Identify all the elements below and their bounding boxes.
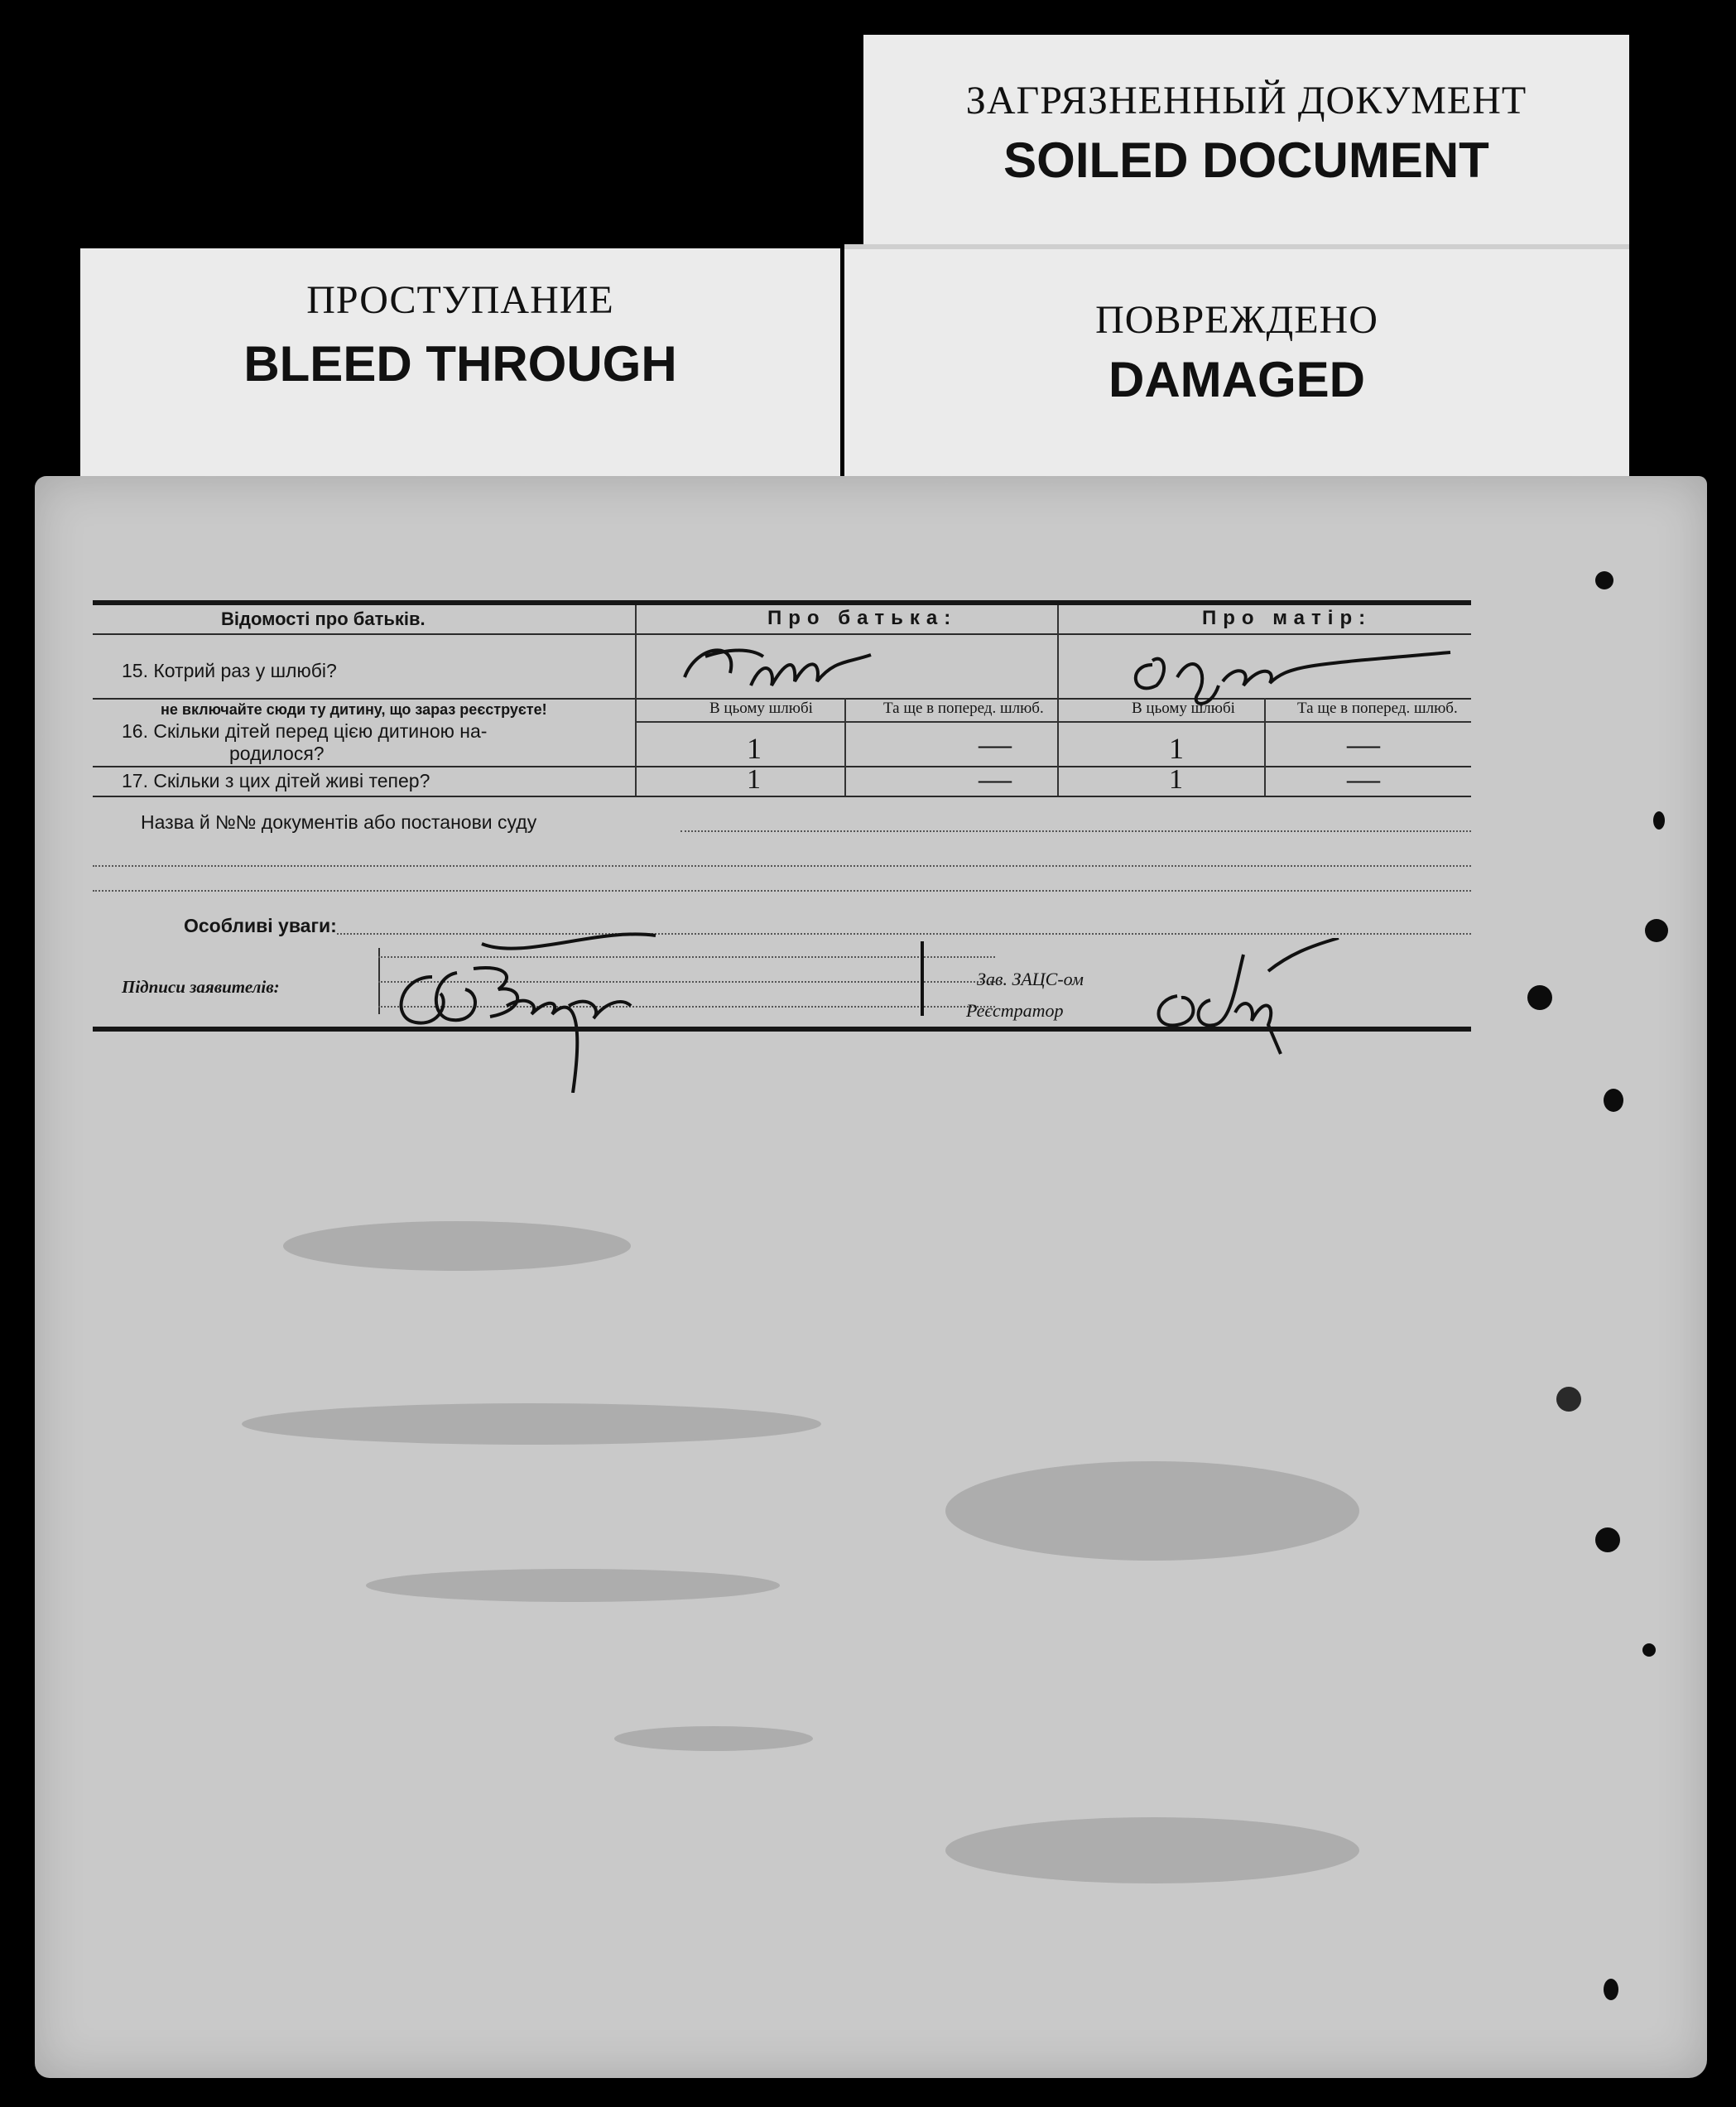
damaged-label: [844, 244, 1629, 498]
handwritten-father-marriage: [672, 640, 879, 698]
special-notes-label: Особливі уваги:: [184, 915, 337, 936]
subheader-mother-this-marriage: В цьому шлюбі: [1132, 700, 1235, 717]
note-exclude-child: не включайте сюди ту дитину, що зараз реєструєте!: [161, 701, 547, 718]
q17-father-prev: —: [979, 760, 1012, 797]
header-father: Про батька:: [767, 607, 958, 629]
question-15-label: 15. Котрий раз у шлюбі?: [122, 660, 337, 681]
subheader-mother-prev-marriage: Та ще в поперед. шлюб.: [1297, 700, 1458, 717]
subheader-father-prev-marriage: Та ще в поперед. шлюб.: [883, 700, 1044, 717]
damaged-label-ru: ПОВРЕЖДЕНО: [1095, 298, 1378, 342]
soiled-label-en: SOILED DOCUMENT: [1003, 132, 1489, 188]
bleed-through-smudge: [614, 1726, 813, 1751]
bleed-through-smudge: [366, 1569, 780, 1602]
punch-hole: [1556, 1387, 1581, 1412]
document-sheet: [35, 476, 1707, 2078]
soiled-document-label: [863, 35, 1629, 254]
punch-hole: [1645, 919, 1668, 942]
punch-hole: [1527, 985, 1552, 1010]
bleed-label-en: BLEED THROUGH: [243, 336, 677, 392]
bleed-through-smudge: [945, 1817, 1359, 1883]
punch-hole: [1653, 811, 1665, 830]
bleed-through-smudge: [242, 1403, 821, 1445]
documents-label: Назва й №№ документів або постанови суду: [141, 811, 537, 833]
subheader-father-this-marriage: В цьому шлюбі: [709, 700, 813, 717]
header-mother: Про матір:: [1202, 607, 1373, 629]
soiled-label-ru: ЗАГРЯЗНЕННЫЙ ДОКУМЕНТ: [965, 79, 1527, 123]
header-parents-info: Відомості про батьків.: [221, 609, 426, 629]
question-17-label: 17. Скільки з цих дітей живі тепер?: [122, 770, 430, 791]
registrar-label: Реєстратор: [966, 1000, 1064, 1021]
documents-line-2: [93, 865, 1471, 867]
bleed-through-smudge: [283, 1221, 631, 1271]
documents-line-3: [93, 890, 1471, 892]
bleed-through-label: [80, 248, 840, 497]
q17-mother-this: 1: [1169, 764, 1183, 795]
q16-father-prev: —: [979, 725, 1012, 762]
punch-hole: [1595, 571, 1613, 589]
q16-mother-prev: —: [1347, 725, 1380, 762]
question-16-label-cont: родилося?: [229, 743, 325, 764]
bleed-label-ru: ПРОСТУПАНИЕ: [306, 278, 614, 322]
q16-father-this: 1: [747, 732, 762, 765]
form-bottom-rule: [93, 1027, 1471, 1032]
question-16-label: 16. Скільки дітей перед цією дитиною на-: [122, 720, 488, 742]
q16-mother-this: 1: [1169, 732, 1184, 765]
punch-hole: [1604, 1089, 1623, 1112]
documents-line: [680, 830, 1471, 832]
bleed-through-smudge: [945, 1461, 1359, 1561]
q17-mother-prev: —: [1347, 760, 1380, 797]
registrar-signature: [1144, 938, 1359, 1062]
q17-father-this: 1: [747, 764, 761, 795]
applicant-signature: [382, 927, 730, 1093]
punch-hole: [1595, 1527, 1620, 1552]
zags-head-label: Зав. ЗАЦС-ом: [977, 969, 1084, 989]
damaged-label-en: DAMAGED: [1108, 352, 1365, 407]
signatures-label: Підписи заявителів:: [122, 977, 280, 997]
punch-hole: [1642, 1643, 1656, 1657]
punch-hole: [1604, 1979, 1618, 2000]
